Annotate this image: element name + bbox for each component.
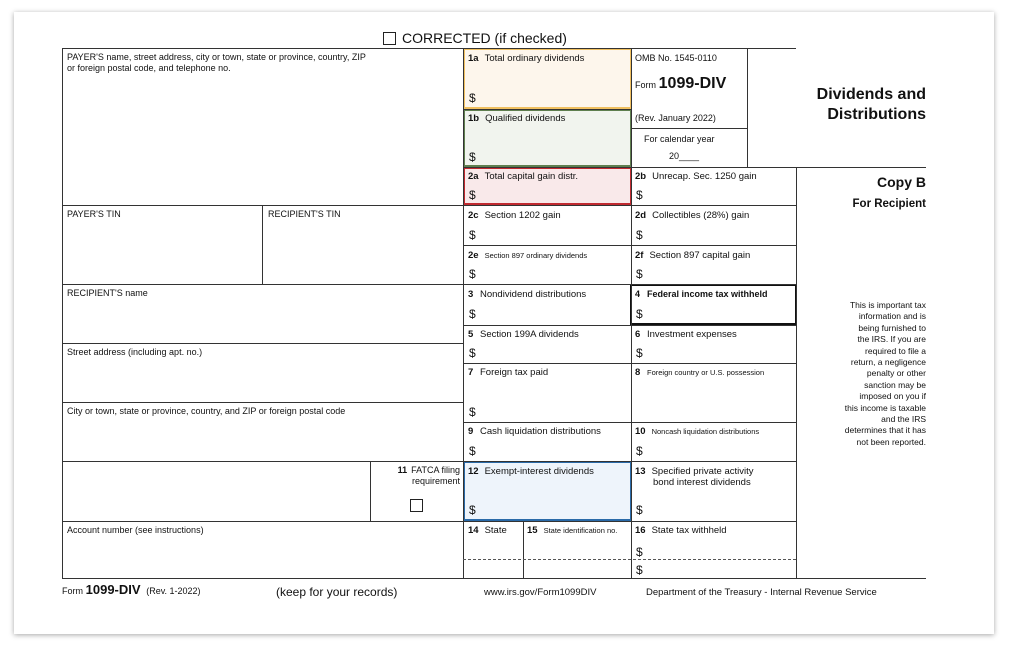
recipient-tin-label: RECIPIENT'S TIN xyxy=(268,209,341,219)
recipient-name-field[interactable] xyxy=(64,301,461,341)
box-2b-dollar[interactable]: $ xyxy=(636,188,643,202)
footer-keep-records: (keep for your records) xyxy=(276,585,398,599)
box-3-label: 3 Nondividend distributions xyxy=(468,289,587,300)
fatca-checkbox[interactable] xyxy=(410,499,423,512)
box-1a-dollar[interactable]: $ xyxy=(469,91,476,105)
footer-form-name: Form 1099-DIV (Rev. 1-2022) xyxy=(62,582,201,597)
box-2b-label: 2b Unrecap. Sec. 1250 gain xyxy=(635,171,757,182)
box-14-field[interactable] xyxy=(465,538,521,576)
box-2d-dollar[interactable]: $ xyxy=(636,228,643,242)
box-2e-dollar[interactable]: $ xyxy=(469,267,476,281)
copy-b-notice-line: determines that it has xyxy=(844,425,926,436)
copy-b-notice-line: sanction may be xyxy=(864,379,926,390)
calendar-year-label: For calendar year xyxy=(644,134,715,144)
box-2d-label: 2d Collectibles (28%) gain xyxy=(635,210,750,221)
copy-b-notice-line: penalty or other xyxy=(866,368,926,379)
box-15-label: 15 State identification no. xyxy=(527,525,618,536)
box-13-dollar[interactable]: $ xyxy=(636,503,643,517)
copy-b-notice-line: this income is taxable xyxy=(844,402,926,413)
city-state-zip-field[interactable] xyxy=(64,419,461,459)
box-1b-label: 1b Qualified dividends xyxy=(468,113,566,124)
copy-b-notice-line: being furnished to xyxy=(858,322,926,333)
box-4-label: 4 Federal income tax withheld xyxy=(635,289,768,299)
box-9-dollar[interactable]: $ xyxy=(469,444,476,458)
payer-name-label: PAYER'S name, street address, city or town, state or province, country, ZIP or foreign postal code, and telephone no. xyxy=(67,52,366,73)
box-16-dollar-2[interactable]: $ xyxy=(636,563,643,577)
payer-tin-label: PAYER'S TIN xyxy=(67,209,121,219)
copy-b-notice-line: the IRS. If you are xyxy=(857,334,926,345)
account-number-field[interactable] xyxy=(64,538,461,576)
box-16-label: 16 State tax withheld xyxy=(635,525,727,536)
copy-b-notice-line: not been reported. xyxy=(856,436,926,447)
box-1a-label: 1a Total ordinary dividends xyxy=(468,53,585,64)
account-number-label: Account number (see instructions) xyxy=(67,525,204,535)
box-13-label: 13 Specified private activity bond interest dividends xyxy=(635,466,754,488)
box-1b-dollar[interactable]: $ xyxy=(469,150,476,164)
box-8-label: 8 Foreign country or U.S. possession xyxy=(635,367,765,378)
form-title: Dividends and Distributions xyxy=(816,86,926,123)
box-12-label: 12 Exempt-interest dividends xyxy=(468,466,594,477)
box-12-dollar[interactable]: $ xyxy=(469,503,476,517)
street-address-field[interactable] xyxy=(64,360,461,400)
box-3-dollar[interactable]: $ xyxy=(469,307,476,321)
form-1099-div-copy-b xyxy=(14,12,994,634)
box-16-dollar-1[interactable]: $ xyxy=(636,545,643,559)
copy-b-notice-line: and the IRS xyxy=(881,414,926,425)
street-address-label: Street address (including apt. no.) xyxy=(67,347,203,357)
box-2e-label: 2e Section 897 ordinary dividends xyxy=(468,250,588,261)
box-2c-label: 2c Section 1202 gain xyxy=(468,210,561,221)
fatca-label: 11 FATCA filing requirement xyxy=(397,465,460,486)
corrected-label: CORRECTED (if checked) xyxy=(402,30,567,46)
box-5-dollar[interactable]: $ xyxy=(469,346,476,360)
recipient-tin-field[interactable] xyxy=(264,222,461,282)
box-7-label: 7 Foreign tax paid xyxy=(468,367,549,378)
box-9-label: 9 Cash liquidation distributions xyxy=(468,426,601,437)
box-6-dollar[interactable]: $ xyxy=(636,346,643,360)
payer-name-field[interactable] xyxy=(64,76,461,203)
copy-b-notice-line: required to file a xyxy=(865,345,926,356)
box-10-label: 10 Noncash liquidation distributions xyxy=(635,426,760,437)
box-8-field[interactable] xyxy=(633,382,794,420)
box-10-dollar[interactable]: $ xyxy=(636,444,643,458)
box-6-label: 6 Investment expenses xyxy=(635,329,737,340)
corrected-checkbox[interactable] xyxy=(383,32,396,45)
box-5-label: 5 Section 199A dividends xyxy=(468,329,579,340)
box-2c-dollar[interactable]: $ xyxy=(469,228,476,242)
box-15-field[interactable] xyxy=(525,538,629,576)
box-4-dollar[interactable]: $ xyxy=(636,307,643,321)
form-name-header: Form 1099-DIV xyxy=(635,75,727,92)
copy-b-notice-line: information and is xyxy=(858,311,926,322)
copy-b-notice xyxy=(804,300,926,448)
copy-b-notice-line: This is important tax xyxy=(849,300,926,310)
for-recipient-label: For Recipient xyxy=(852,198,926,210)
box-2f-dollar[interactable]: $ xyxy=(636,267,643,281)
recipient-name-label: RECIPIENT'S name xyxy=(67,288,148,298)
omb-number: OMB No. 1545-0110 xyxy=(635,53,717,63)
box-2a-dollar[interactable]: $ xyxy=(469,188,476,202)
box-2f-label: 2f Section 897 capital gain xyxy=(635,250,751,261)
copy-b-notice-line: return, a negligence xyxy=(850,357,926,368)
copy-b-notice-line: imposed on you if xyxy=(859,391,926,402)
form-revision: (Rev. January 2022) xyxy=(635,113,716,123)
footer-department: Department of the Treasury - Internal Revenue Service xyxy=(646,587,877,598)
box-2a-label: 2a Total capital gain distr. xyxy=(468,171,579,182)
calendar-year-field[interactable]: 20____ xyxy=(669,151,700,161)
box-7-dollar[interactable]: $ xyxy=(469,405,476,419)
box-14-label: 14 State xyxy=(468,525,507,536)
copy-b-label: Copy B xyxy=(877,174,926,190)
footer-url: www.irs.gov/Form1099DIV xyxy=(484,587,597,598)
city-state-zip-label: City or town, state or province, country, and ZIP or foreign postal code xyxy=(67,406,346,416)
payer-tin-field[interactable] xyxy=(64,222,260,282)
